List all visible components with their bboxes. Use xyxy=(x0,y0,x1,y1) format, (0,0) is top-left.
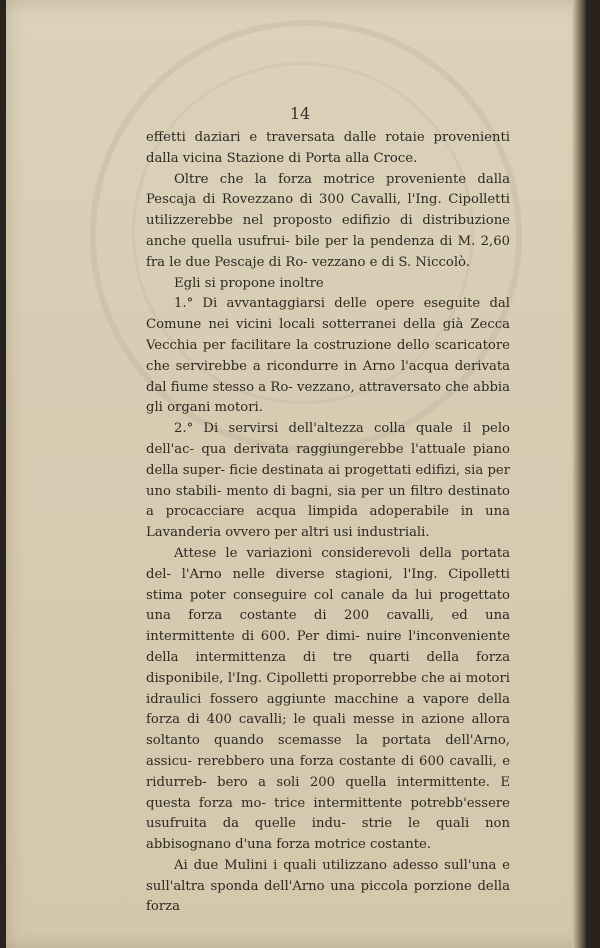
paragraph-2: Oltre che la forza motrice proveniente dalla Pescaja di Rovezzano di 300 Cavalli, l'Ing. Cipolletti utilizzerebbe nel proposto edifizio di distribuzione anche quella usufrui- bile per la pendenza di M. 2,60 fra le due Pescaje di Ro- vezzano e di S. Niccolò. xyxy=(146,171,510,270)
paragraph-1: effetti daziari e traversata dalle rotaie provenienti dalla vicina Stazione di Porta alla Croce. xyxy=(146,130,510,166)
paragraph-6: Attese le variazioni considerevoli della portata del- l'Arno nelle diverse stagioni, l'Ing. Cipolletti stima poter conseguire col canale da lui progettato una forza costante di 200 cavalli, ed una intermittente di 600. Per dimi- nuire l'inconveniente della intermittenza di tre quarti della forza disponibile, l'Ing. Cipolletti proporrebbe che ai motori idraulici fossero aggiunte macchine a vapore della forza di 400 cavalli; le quali messe in azione allora soltanto quando scemasse la portata dell'Arno, assicu- rerebbero una forza costante di 600 cavalli, e ridurreb- bero a soli 200 quella intermittente. E questa forza mo- trice intermittente potrebb'essere usufruita da quelle indu- strie le quali non abbisognano d'una forza motrice costante. xyxy=(146,545,510,853)
paragraph-3: Egli si propone inoltre xyxy=(174,275,324,291)
paragraph-4: 1.° Di avvantaggiarsi delle opere eseguite dal Comune nei vicini locali sotterranei della già Zecca Vecchia per facilitare la costruzione dello scaricatore che servirebbe a ricondurre in Arno l'acqua derivata dal fiume stesso a Ro- vezzano, attraversato che abbia gli organi motori. xyxy=(146,296,510,416)
paragraph-7: Ai due Mulini i quali utilizzano adesso sull'una e sull'altra sponda dell'Arno una piccola porzione della forza xyxy=(146,857,510,915)
paragraph-5: 2.° Di servirsi dell'altezza colla quale il pelo dell'ac- qua derivata raggiungerebbe l'attuale piano della super- ficie destinata ai progettati edifizi, sia per uno stabili- mento di bagni, sia per un filtro destinato a procacciare acqua limpida adoperabile in una Lavanderia ovvero per altri usi industriali. xyxy=(146,421,510,541)
page-number: 14 xyxy=(289,104,311,123)
page-edge-shadow xyxy=(572,0,586,948)
body-text xyxy=(146,128,510,918)
